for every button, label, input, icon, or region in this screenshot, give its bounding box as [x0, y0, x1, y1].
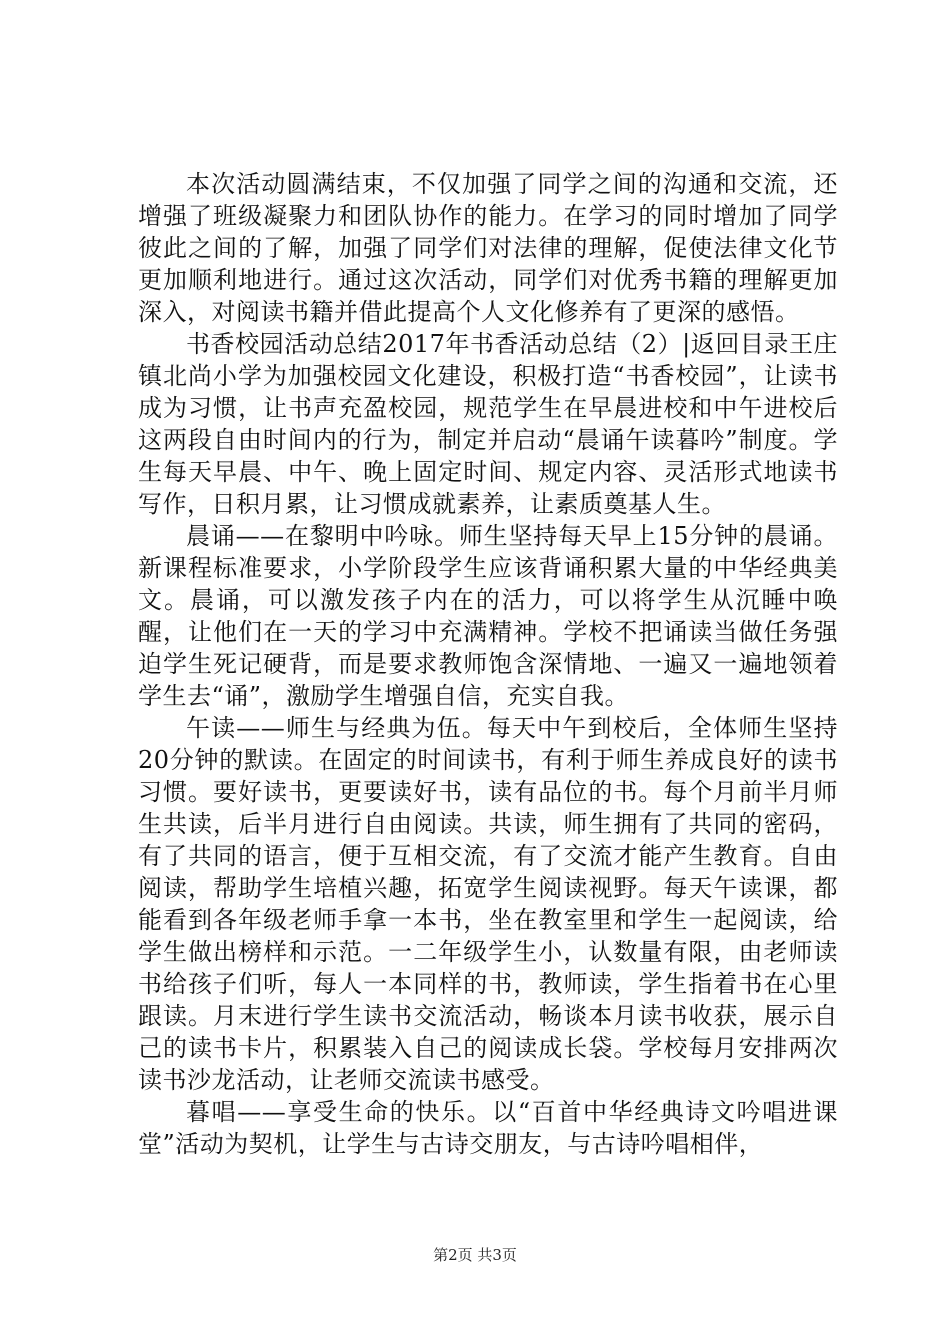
paragraph-book-campus-intro: 书香校园活动总结2017年书香活动总结（2）|返回目录王庄镇北尚小学为加强校园文化建设，积极打造“书香校园”，让读书成为习惯，让书声充盈校园，规范学生在早晨进校和中午进校后这两段自由时间内的行为，制定并启动“晨诵午读暮吟”制度。学生每天早晨、中午、晚上固定时间、规定内容、灵活形式地读书写作，日积月累，让习惯成就素养，让素质奠基人生。	[138, 330, 838, 518]
paragraph-activity-summary: 本次活动圆满结束，不仅加强了同学之间的沟通和交流，还增强了班级凝聚力和团队协作的能力。在学习的同时增加了同学彼此之间的了解，加强了同学们对法律的理解，促使法律文化节更加顺利地进行。通过这次活动，同学们对优秀书籍的理解更加深入，对阅读书籍并借此提高个人文化修养有了更深的感悟。	[138, 170, 838, 326]
paragraph-noon-reading: 午读——师生与经典为伍。每天中午到校后，全体师生坚持20分钟的默读。在固定的时间读书，有利于师生养成良好的读书习惯。要好读书，更要读好书，读有品位的书。每个月前半月师生共读，后半月进行自由阅读。共读，师生拥有了共同的密码，有了共同的语言，便于互相交流，有了交流才能产生教育。自由阅读，帮助学生培植兴趣，拓宽学生阅读视野。每天午读课，都能看到各年级老师手拿一本书，坐在教室里和学生一起阅读，给学生做出榜样和示范。一二年级学生小，认数量有限，由老师读书给孩子们听，每人一本同样的书，教师读，学生指着书在心里跟读。月末进行学生读书交流活动，畅谈本月读书收获，展示自己的读书卡片，积累装入自己的阅读成长袋。学校每月安排两次读书沙龙活动，让老师交流读书感受。	[138, 714, 838, 1094]
document-body	[138, 168, 838, 1160]
paragraph-evening-singing: 暮唱——享受生命的快乐。以“百首中华经典诗文吟唱进课堂”活动为契机，让学生与古诗交朋友，与古诗吟唱相伴，	[138, 1098, 838, 1158]
page-number-footer: 第2页 共3页	[433, 1246, 517, 1264]
paragraph-morning-recitation: 晨诵——在黎明中吟咏。师生坚持每天早上15分钟的晨诵。新课程标准要求，小学阶段学生应该背诵积累大量的中华经典美文。晨诵，可以激发孩子内在的活力，可以将学生从沉睡中唤醒，让他们在一天的学习中充满精神。学校不把诵读当做任务强迫学生死记硬背，而是要求教师饱含深情地、一遍又一遍地领着学生去“诵”，激励学生增强自信，充实自我。	[138, 522, 838, 710]
